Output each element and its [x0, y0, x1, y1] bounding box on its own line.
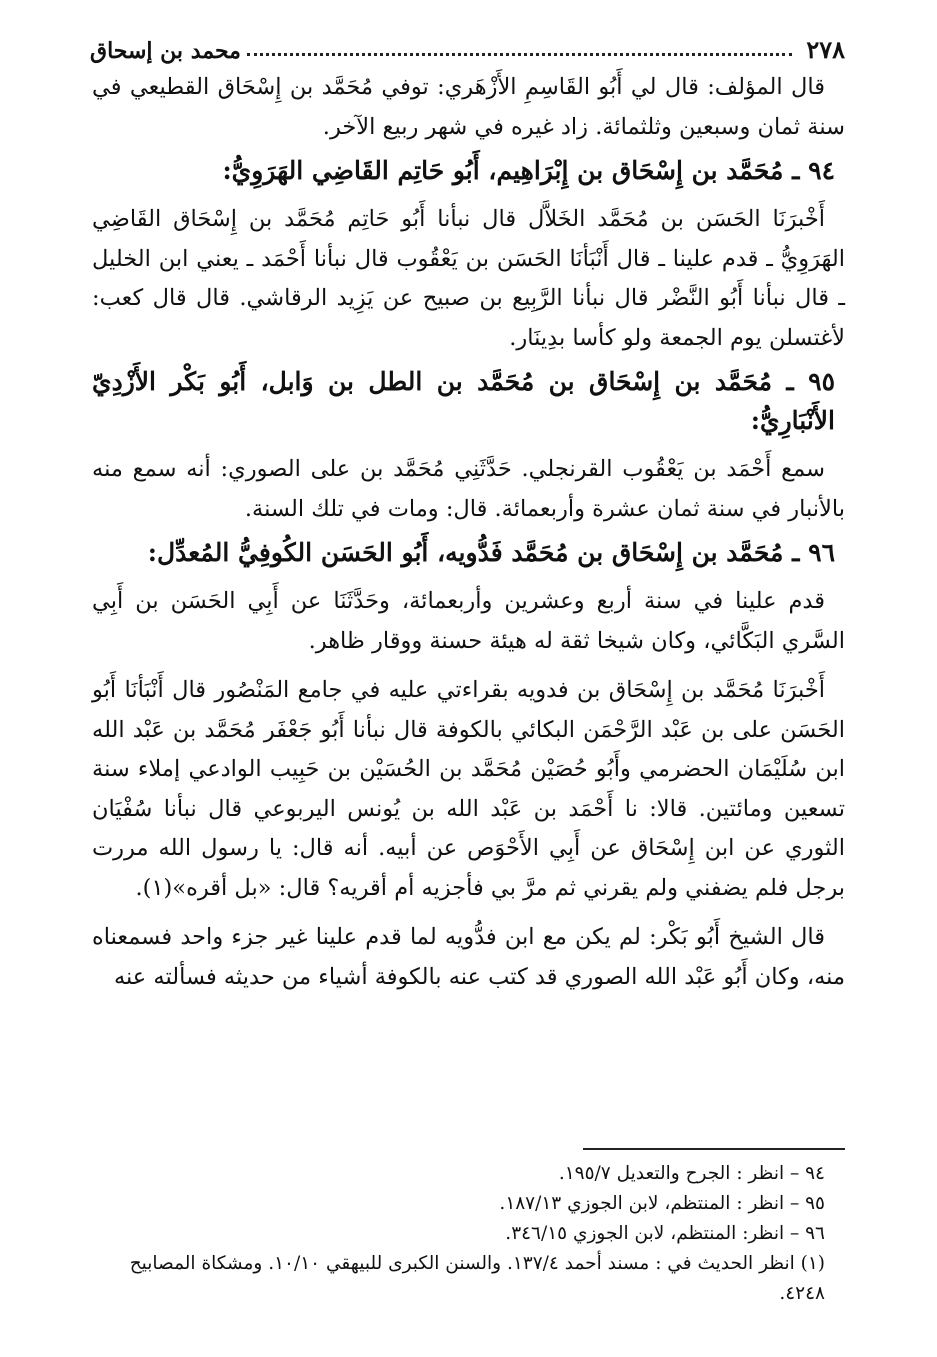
paragraph-entry-95: سمع أَحْمَد بن يَعْقُوب القرنجلي. حَدَّثَنِي مُحَمَّد بن على الصوري: أنه سمع منه بالأنبار في سنة ثمان عشرة وأربعمائة. قال: ومات في تلك السنة.: [92, 456, 845, 522]
footnote-95: ٩٥ – انظر : المنتظم، لابن الجوزي ١٨٧/١٣.: [499, 1193, 825, 1214]
main-text: [92, 68, 845, 997]
page-header: [90, 30, 845, 64]
footnotes: [92, 1159, 845, 1309]
paragraph-intro: قال المؤلف: قال لي أَبُو القَاسِمِ الأَزْهَري: توفي مُحَمَّد بن إِسْحَاق القطيعي في سنة ثمان وسبعين وثلثمائة. زاد غيره في شهر ربيع الآخر.: [92, 74, 845, 140]
header-dot-leader: [247, 53, 792, 56]
running-title: محمد بن إسحاق: [90, 38, 241, 64]
entry-heading-94: ٩٤ ـ مُحَمَّد بن إِسْحَاق بن إِبْرَاهِيم، أَبُو حَاتِم القَاضِي الهَرَوِيُّ:: [222, 156, 835, 185]
footnote-94: ٩٤ – انظر : الجرح والتعديل ١٩٥/٧.: [558, 1163, 825, 1184]
paragraph-entry-96-c: قال الشيخ أَبُو بَكْر: لم يكن مع ابن فدُّويه لما قدم علينا غير جزء واحد فسمعناه منه، وكان أَبُو عَبْد الله الصوري قد كتب عنه بالكوفة أشياء من حديثه فسألته عنه: [92, 924, 845, 990]
entry-heading-95: ٩٥ ـ مُحَمَّد بن إِسْحَاق بن مُحَمَّد بن الطل بن وَابل، أَبُو بَكْر الأَزْدِيّ الأَنْبَارِيُّ:: [92, 367, 835, 435]
paragraph-entry-96-b: أَخْبرَنَا مُحَمَّد بن إِسْحَاق بن فدويه بقراءتي عليه في جامع المَنْصُور قال أَنْبَأنَا أَبُو الحَسَن على بن عَبْد الرَّحْمَن البكائي بالكوفة قال نبأنا أَبُو جَعْفَر مُحَمَّد بن عَبْد الله ابن سُلَيْمَان الحضرمي وأَبُو حُصَيْن مُحَمَّد بن الحُسَيْن بن حَبِيب الوادعي إملاء سنة تسعين ومائتين. قالا: نا أَحْمَد بن عَبْد الله بن يُونس اليربوعي قال نبأنا سُفْيَان الثوري عن ابن إِسْحَاق عن أَبِي الأَحْوَص عن أبيه. أنه قال: يا رسول الله مررت برجل فلم يضفني ولم يقرني ثم مرَّ بي فأجزيه أم أقريه؟ قال: «بل أقره»(١).: [92, 677, 845, 901]
footnote-separator: [583, 1148, 845, 1150]
paragraph-entry-96-a: قدم علينا في سنة أربع وعشرين وأربعمائة، وحَدَّثَنَا عن أَبِي الحَسَن بن أَبِي السَّري البَكَّائي، وكان شيخا ثقة له هيئة حسنة ووقار ظاهر.: [92, 588, 845, 654]
page-number: ٢٧٨: [806, 35, 845, 64]
entry-heading-96: ٩٦ ـ مُحَمَّد بن إِسْحَاق بن مُحَمَّد فَدُّويه، أَبُو الحَسَن الكُوفِيُّ المُعدِّل:: [147, 538, 835, 567]
footnote-96: ٩٦ – انظر: المنتظم، لابن الجوزي ٣٤٦/١٥.: [505, 1223, 825, 1244]
paragraph-entry-94: أَخْبرَنَا الحَسَن بن مُحَمَّد الخَلاَّل قال نبأنا أَبُو حَاتِم مُحَمَّد بن إِسْحَاق القَاضِي الهَرَوِيُّ ـ قدم علينا ـ قال أَنْبَأنَا الحَسَن بن يَعْقُوب قال نبأنا أَحْمَد ـ يعني ابن الخليل ـ قال نبأنا أَبُو النَّضْر قال نبأنا الرَّبِيع بن صبيح عن يَزِيد الرقاشي. قال قال كعب: لأغتسلن يوم الجمعة ولو كأسا بدِينَار.: [92, 206, 846, 351]
footnote-1: (١) انظر الحديث في : مسند أحمد ١٣٧/٤. والسنن الكبرى للبيهقي ١٠/١٠. ومشكاة المصابيح ٤٢٤٨.: [129, 1253, 825, 1304]
